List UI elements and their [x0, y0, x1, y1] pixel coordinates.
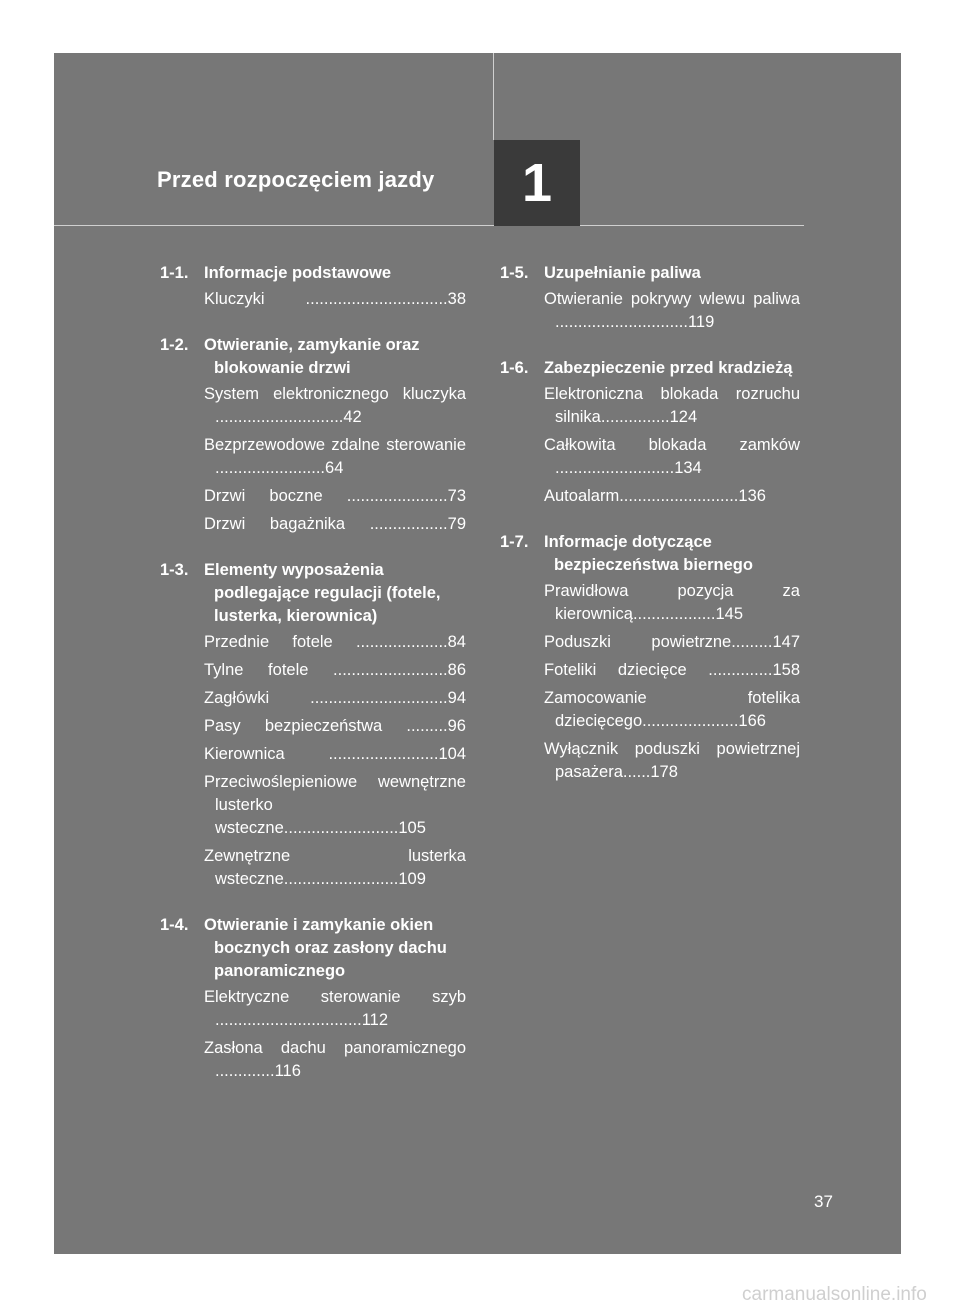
toc-section-heading — [160, 559, 466, 628]
toc-section — [500, 357, 800, 508]
toc-section — [160, 559, 466, 891]
toc-section-heading — [500, 531, 800, 577]
toc-section-number: 1-5. — [500, 264, 529, 282]
toc-section-number: 1-2. — [160, 336, 189, 354]
toc-entry[interactable]: Kierownica ........................104 — [204, 745, 466, 763]
toc-entry-list — [544, 580, 800, 784]
toc-entry[interactable]: Bezprzewodowe zdalne sterowanie ........................64 — [204, 436, 466, 477]
toc-entry-list — [204, 383, 466, 536]
toc-section — [500, 531, 800, 784]
toc-column-right — [500, 262, 800, 807]
toc-entry[interactable]: Drzwi bagażnika .................79 — [204, 515, 466, 533]
toc-entry[interactable]: Poduszki powietrzne.........147 — [544, 633, 800, 651]
toc-section-heading — [160, 262, 466, 285]
toc-section-title: Informacje dotyczące bezpieczeństwa biernego — [544, 533, 753, 574]
toc-entry[interactable]: Zagłówki ..............................94 — [204, 689, 466, 707]
toc-entry[interactable]: Zamocowanie fotelika dziecięcego.....................166 — [544, 689, 800, 730]
chapter-number-box — [494, 140, 580, 226]
toc-entry[interactable]: Przeciwoślepieniowe wewnętrzne lusterko wsteczne.........................105 — [204, 773, 466, 837]
toc-section-title: Otwieranie i zamykanie okien bocznych oraz zasłony dachu panoramicznego — [204, 916, 447, 980]
toc-section — [500, 262, 800, 334]
toc-entry[interactable]: Tylne fotele .........................86 — [204, 661, 466, 679]
toc-entry[interactable]: Kluczyki ...............................38 — [204, 290, 466, 308]
toc-section — [160, 334, 466, 536]
toc-entry[interactable]: Przednie fotele ....................84 — [204, 633, 466, 651]
toc-section-number: 1-7. — [500, 533, 529, 551]
toc-section-number: 1-4. — [160, 916, 189, 934]
toc-entry[interactable]: Pasy bezpieczeństwa .........96 — [204, 717, 466, 735]
toc-entry-list — [204, 631, 466, 891]
toc-section-heading — [160, 914, 466, 983]
toc-section-number: 1-3. — [160, 561, 189, 579]
toc-section-heading — [500, 357, 800, 380]
toc-column-left — [160, 262, 466, 1106]
chapter-number: 1 — [521, 153, 553, 213]
toc-entry[interactable]: Drzwi boczne ......................73 — [204, 487, 466, 505]
toc-section — [160, 262, 466, 311]
watermark-site: carmanualsonline.info — [742, 1284, 927, 1305]
toc-section-title: Otwieranie, zamykanie oraz blokowanie drzwi — [204, 336, 420, 377]
toc-entry[interactable]: Autoalarm..........................136 — [544, 487, 766, 505]
toc-entry[interactable]: Zasłona dachu panoramicznego .............116 — [204, 1039, 466, 1080]
toc-entry-list — [204, 986, 466, 1083]
toc-section-title: Informacje podstawowe — [204, 264, 392, 282]
toc-entry[interactable]: System elektronicznego kluczyka ............................42 — [204, 385, 466, 426]
toc-section-number: 1-1. — [160, 264, 189, 282]
toc-entry[interactable]: Zewnętrzne lusterka wsteczne.........................109 — [204, 847, 466, 888]
page-number: 37 — [814, 1192, 833, 1211]
toc-entry[interactable]: Elektroniczna blokada rozruchu silnika...............124 — [544, 385, 800, 426]
toc-entry[interactable]: Otwieranie pokrywy wlewu paliwa .............................119 — [544, 290, 800, 331]
toc-entry-list — [544, 288, 800, 334]
toc-entry-list — [204, 288, 466, 311]
toc-section-heading — [500, 262, 800, 285]
toc-entry[interactable]: Wyłącznik poduszki powietrznej pasażera......178 — [544, 740, 800, 781]
toc-section-heading — [160, 334, 466, 380]
chapter-title: Przed rozpoczęciem jazdy — [157, 167, 435, 192]
toc-entry[interactable]: Foteliki dziecięce ..............158 — [544, 661, 800, 679]
toc-section-title: Uzupełnianie paliwa — [544, 264, 701, 282]
toc-section — [160, 914, 466, 1083]
toc-section-title: Zabezpieczenie przed kradzieżą — [544, 359, 793, 377]
toc-section-number: 1-6. — [500, 359, 529, 377]
header-divider-vertical — [493, 53, 494, 140]
header-divider-horizontal — [54, 225, 804, 226]
toc-entry[interactable]: Całkowita blokada zamków ..........................134 — [544, 436, 800, 477]
toc-entry[interactable]: Elektryczne sterowanie szyb ................................112 — [204, 988, 466, 1029]
toc-entry[interactable]: Prawidłowa pozycja za kierownicą..................145 — [544, 582, 800, 623]
toc-entry-list — [544, 383, 800, 508]
toc-section-title: Elementy wyposażenia podlegające regulacji (fotele, lusterka, kierownica) — [204, 561, 441, 625]
